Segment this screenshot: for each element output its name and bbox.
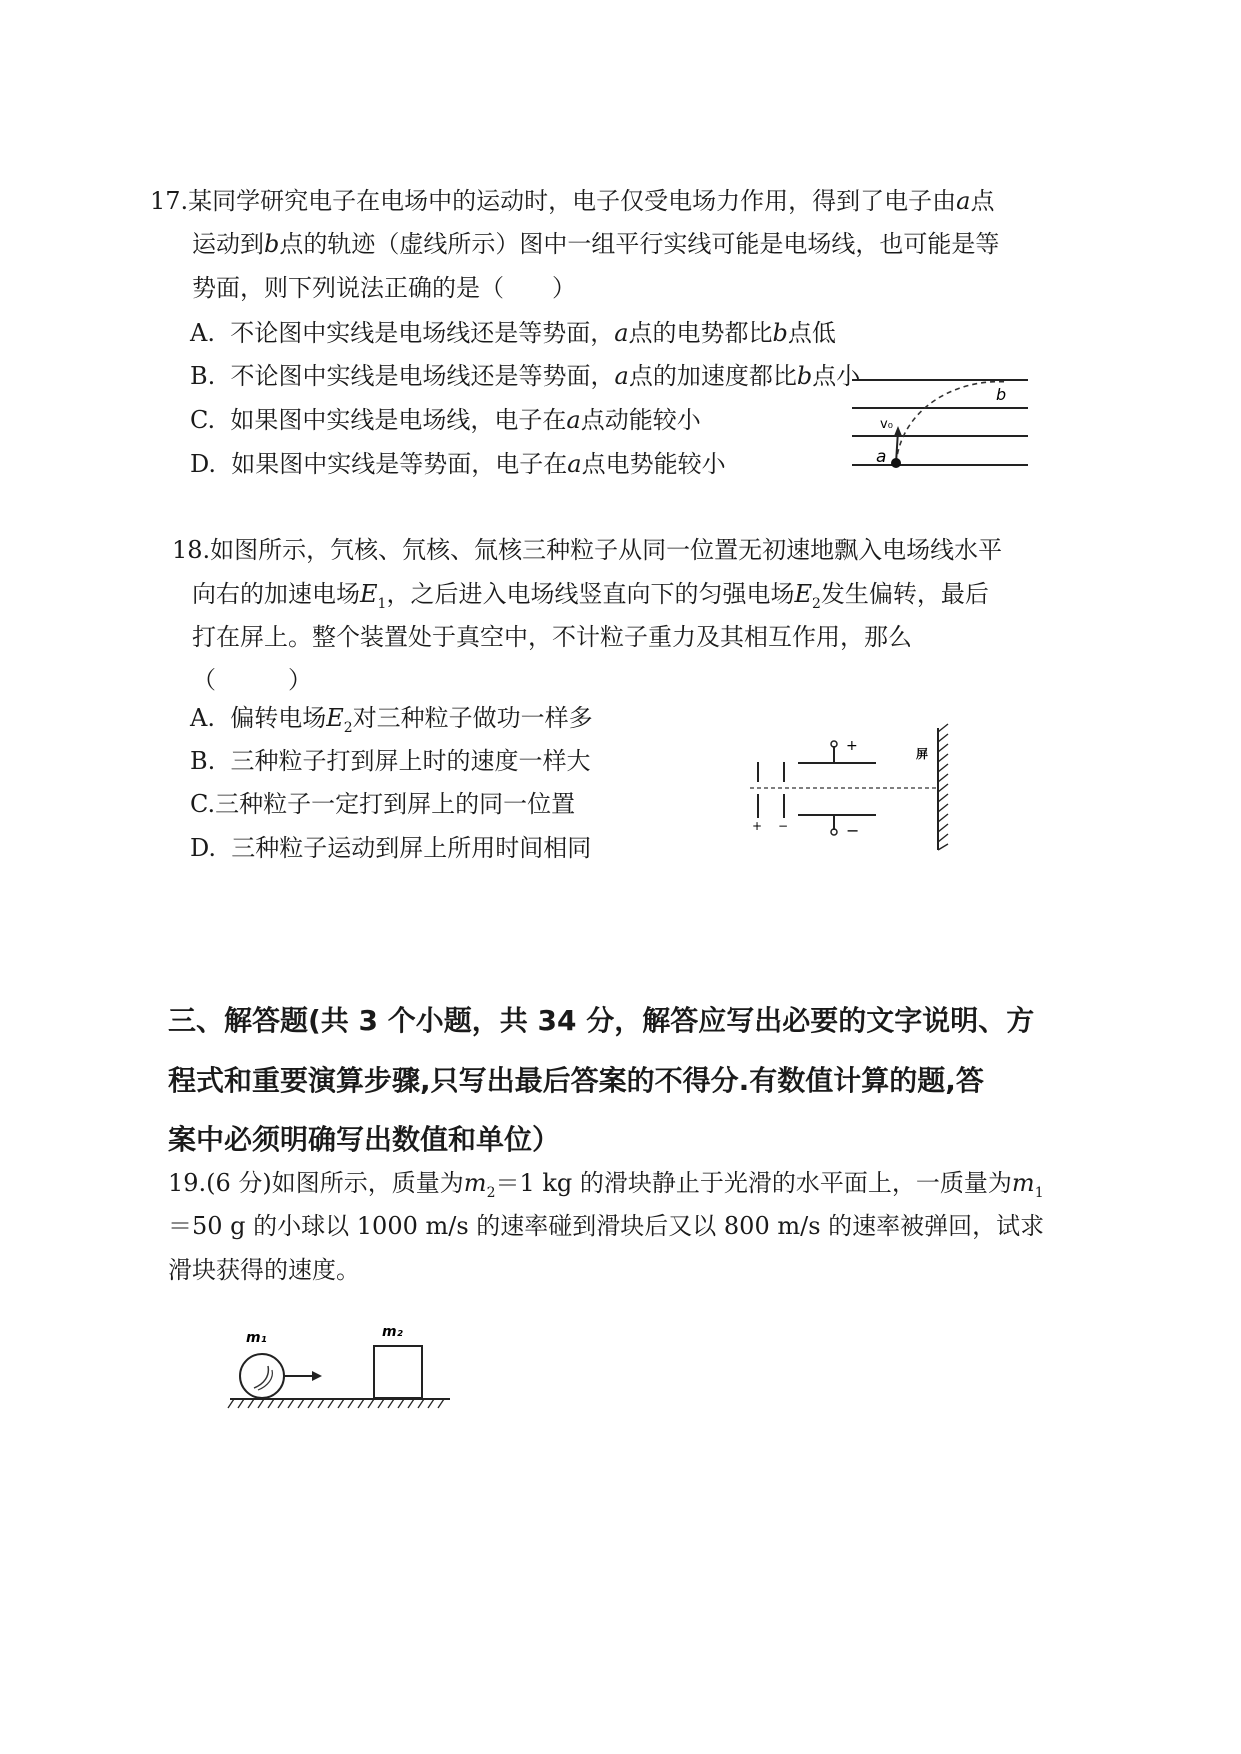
q18-line1: 18.如图所示，氕核、氘核、氚核三种粒子从同一位置无初速地飘入电场线水平 bbox=[172, 536, 1003, 564]
q19-line2: ＝50 g 的小球以 1000 m/s 的速率碰到滑块后又以 800 m/s 的速率被弹回，试求 bbox=[168, 1212, 1045, 1240]
q18-line2: 向右的加速电场$E_1$，之后进入电场线竖直向下的匀强电场$E_2$发生偏转，最后 bbox=[192, 580, 989, 612]
screen-hatching bbox=[938, 724, 948, 850]
label-v0: v₀ bbox=[880, 417, 893, 432]
q17-line3: 势面，则下列说法正确的是（ ） bbox=[192, 274, 576, 302]
q18-option-c: C.三种粒子一定打到屏上的同一位置 bbox=[190, 790, 576, 818]
q18-number: 18. bbox=[172, 536, 211, 564]
q17-option-b: B. 不论图中实线是电场线还是等势面，a点的加速度都比b点小 bbox=[190, 362, 861, 390]
section-3-line3: 案中必须明确写出数值和单位） bbox=[168, 1123, 561, 1156]
q18-option-a: A. 偏转电场$E_2$对三种粒子做功一样多 bbox=[190, 704, 593, 736]
bottom-minus-sign: − bbox=[846, 821, 860, 840]
section-3-line1: 三、解答题(共 3 个小题，共 34 分，解答应写出必要的文字说明、方 bbox=[168, 1004, 1035, 1037]
q18-option-b: B. 三种粒子打到屏上时的速度一样大 bbox=[190, 747, 591, 775]
label-b: b bbox=[996, 385, 1007, 404]
label-m1: m₁ bbox=[246, 1330, 267, 1346]
point-a-dot bbox=[891, 458, 901, 468]
ball-m1 bbox=[240, 1354, 284, 1398]
velocity-arrowhead bbox=[894, 426, 902, 436]
q18-option-d: D. 三种粒子运动到屏上所用时间相同 bbox=[190, 834, 592, 862]
top-plus-sign: + bbox=[846, 738, 858, 754]
screen-label: 屏 bbox=[916, 747, 929, 761]
label-a: a bbox=[876, 447, 887, 467]
ground-hatching bbox=[228, 1399, 444, 1408]
section-3-line2: 程式和重要演算步骤,只写出最后答案的不得分.有数值计算的题,答 bbox=[168, 1064, 984, 1097]
label-m2: m₂ bbox=[382, 1324, 403, 1340]
q17-line1: 17.某同学研究电子在电场中的运动时，电子仅受电场力作用，得到了电子由a点 bbox=[150, 187, 995, 215]
q17-number: 17. bbox=[150, 187, 189, 215]
q18-line4: （ ） bbox=[192, 666, 312, 694]
q17-option-d: D. 如果图中实线是等势面，电子在a点电势能较小 bbox=[190, 450, 726, 478]
q18-line3: 打在屏上。整个装置处于真空中，不计粒子重力及其相互作用，那么 bbox=[192, 623, 912, 651]
q19-line3: 滑块获得的速度。 bbox=[168, 1256, 360, 1284]
q17-line2: 运动到b点的轨迹（虚线所示）图中一组平行实线可能是电场线，也可能是等 bbox=[192, 230, 1000, 258]
q19-number: 19. bbox=[168, 1169, 207, 1197]
accel-plus-sign: + bbox=[752, 819, 763, 833]
velocity-arrowhead bbox=[312, 1371, 322, 1381]
q19-line1: 19.(6 分)如图所示，质量为$m_2=1$ kg 的滑块静止于光滑的水平面上，一质量为$m_1$ bbox=[168, 1169, 1044, 1201]
block-m2 bbox=[374, 1346, 422, 1398]
q18-deflection-figure bbox=[748, 722, 958, 854]
trajectory-curve bbox=[896, 382, 1008, 463]
q17-trajectory-figure bbox=[846, 368, 1036, 480]
q17-option-a: A. 不论图中实线是电场线还是等势面，a点的电势都比b点低 bbox=[190, 319, 836, 347]
accel-minus-sign: − bbox=[778, 819, 789, 833]
q17-option-c: C. 如果图中实线是电场线，电子在a点动能较小 bbox=[190, 406, 701, 434]
q19-collision-figure bbox=[226, 1318, 458, 1414]
